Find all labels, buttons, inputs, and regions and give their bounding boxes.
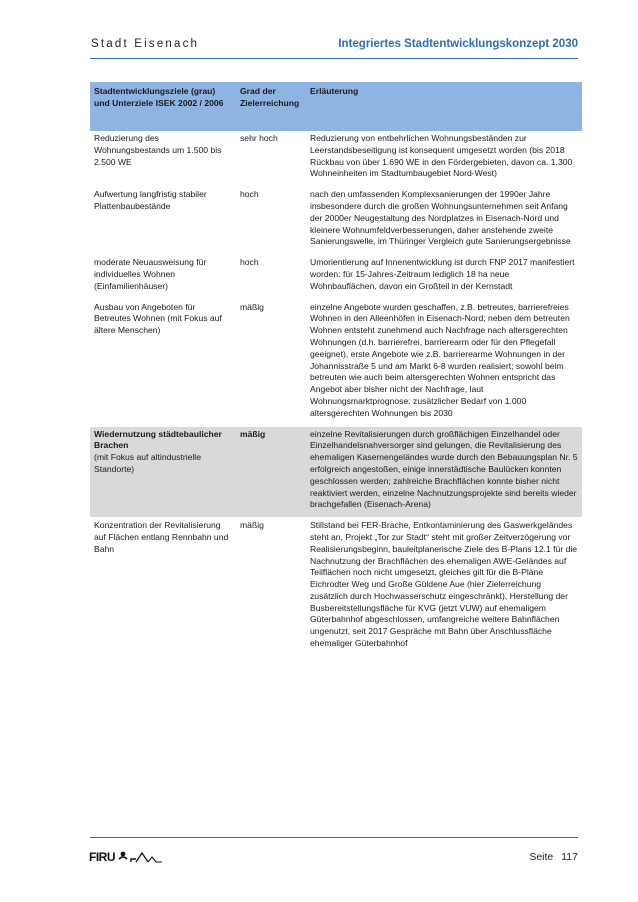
logo-mark-icon	[118, 850, 164, 864]
explanation-cell: einzelne Revitalisierungen durch großflächigen Einzelhandel oder Einzelhandelsnahversorger sind gelungen, die Revitalisierung des ehemaligen Kasernengeländes wurde durch den Bebauungsplan Nr. 5 erfolgreich angestoßen, einige innerstädtische Baulücken konnten geschlossen werden; zahlreiche Brachflächen konnte bisher nicht reaktiviert werden, einzelne Nachnutzungsprojekte sind bereits wieder brachgefallen (Eisenach-Arena)	[306, 426, 582, 518]
degree-cell: sehr hoch	[236, 131, 306, 187]
goal-cell	[90, 187, 236, 255]
explanation-cell: nach den umfassenden Komplexsanierungen der 1990er Jahre insbesondere durch die großen Wohnungsunternehmen seit Anfang der 2000er Neugestaltung des Nordplatzes in Eisenach-Nord und kleinere Wohnumfeldverbesserungen, daher anstehende zweite Sanierungswelle, im Thüringer Vergleich gute Sanierungsergebnisse	[306, 187, 582, 255]
footer-rule	[90, 837, 578, 838]
explanation-cell: Stillstand bei FER-Brache, Entkontaminierung des Gaswerkgeländes steht an, Projekt „Tor zur Stadt“ steht mit großer Zeitverzögerung vor Realisierungsbeginn, bauleitplanerische Ziele des B-Plans 12.1 für die Nachnutzung der Brachflächen des ehemaligen AWE-Geländes auf Teilflächen noch nicht umgesetzt, gleiches gilt für die B-Pläne Eichrodter Weg und Große Güldene Aue (hier Zielerreichung zusätzlich durch Hochwasserschutz eingeschränkt), Herstellung der Busbereitstellungsfläche für KVG (jetzt VUW) auf ehemaligem Güterbahnhof abgeschlossen, umfangreiche weitere Bahnflächen ungenutzt, seit 2017 Gespräche mit Bahn über Anschlussfläche ehemaliger Güterbahnhof	[306, 518, 582, 657]
degree-cell: mäßig	[236, 518, 306, 657]
header-city: Stadt Eisenach	[91, 38, 200, 50]
table-row	[90, 518, 582, 657]
main-goal-title: Wiedernutzung städtebaulicher Brachen	[94, 428, 222, 451]
goal-cell	[90, 299, 236, 426]
page-number-label	[529, 851, 578, 863]
goal-text: Aufwertung langfristig stabiler Plattenbaubestände	[94, 189, 207, 211]
table-row	[90, 187, 582, 255]
goal-text: Konzentration der Revitalisierung auf Flächen entlang Rennbahn und Bahn	[94, 520, 229, 554]
goal-text: moderate Neuausweisung für individuelles Wohnen (Einfamilienhäuser)	[94, 257, 207, 291]
goals-table	[90, 82, 582, 657]
table-row	[90, 299, 582, 426]
degree-cell: mäßig	[236, 426, 306, 518]
goal-text: Reduzierung des Wohnungsbestands um 1.500 bis 2.500 WE	[94, 133, 222, 167]
header-document-title: Integriertes Stadtentwicklungskonzept 2030	[338, 38, 578, 50]
goal-cell	[90, 426, 236, 518]
header-rule	[90, 58, 578, 59]
explanation-cell: Reduzierung von entbehrlichen Wohnungsbeständen zur Leerstandsbeseitigung ist konsequent umgesetzt worden (bis 2018 Rückbau von über 1.690 WE in den Fördergebieten, davon ca. 1.300 Wohneinheiten im Stadtumbaugebiet Nord-West)	[306, 131, 582, 187]
explanation-cell: Umorientierung auf Innenentwicklung ist durch FNP 2017 manifestiert worden: für 15-Jahres-Zeitraum lediglich 18 ha neue Wohnbauflächen, davon ein Großteil in der Kernstadt	[306, 255, 582, 299]
explanation-cell: einzelne Angebote wurden geschaffen, z.B. betreutes, barrierefreies Wohnen in den Alleenhöfen in Eisenach-Nord; neben dem betreuten Wohnen entsteht zunehmend auch Nachfrage nach altersgerechten Wohnungen (d.h. barrierefrei, barrierearm oder für den Pflegefall geeignet), erste Angebote wie z.B. barrierearme Wohnungen in der Johannisstraße 5 und am Markt 6-8 wurden realisiert; sowohl beim betreuten wie auch beim altersgerechten Wohnen entspricht das Angebot aber bisher nicht der Nachfrage, laut Wohnungsmarktprognose: zusätzlicher Bedarf von 1.000 altersgerechten Wohnungen bis 2030	[306, 299, 582, 426]
degree-cell: mäßig	[236, 299, 306, 426]
goal-cell	[90, 255, 236, 299]
column-header-degree: Grad der Zielerreichung	[236, 82, 306, 131]
table-header-row	[90, 82, 582, 131]
table-row	[90, 131, 582, 187]
table-row	[90, 255, 582, 299]
table-row-main-goal	[90, 426, 582, 518]
degree-cell: hoch	[236, 187, 306, 255]
degree-cell: hoch	[236, 255, 306, 299]
firu-logo	[89, 850, 164, 864]
column-header-goals: Stadtentwicklungsziele (grau) und Unterziele ISEK 2002 / 2006	[90, 82, 236, 131]
goal-cell	[90, 518, 236, 657]
page-word: Seite	[529, 851, 554, 863]
column-header-explanation: Erläuterung	[306, 82, 582, 131]
logo-text: FIRU	[89, 850, 115, 864]
goal-text: (mit Fokus auf altindustrielle Standorte)	[94, 452, 201, 474]
goal-cell	[90, 131, 236, 187]
page-number: 117	[561, 851, 578, 863]
goal-text: Ausbau von Angeboten für Betreutes Wohnen (mit Fokus auf ältere Menschen)	[94, 301, 222, 336]
